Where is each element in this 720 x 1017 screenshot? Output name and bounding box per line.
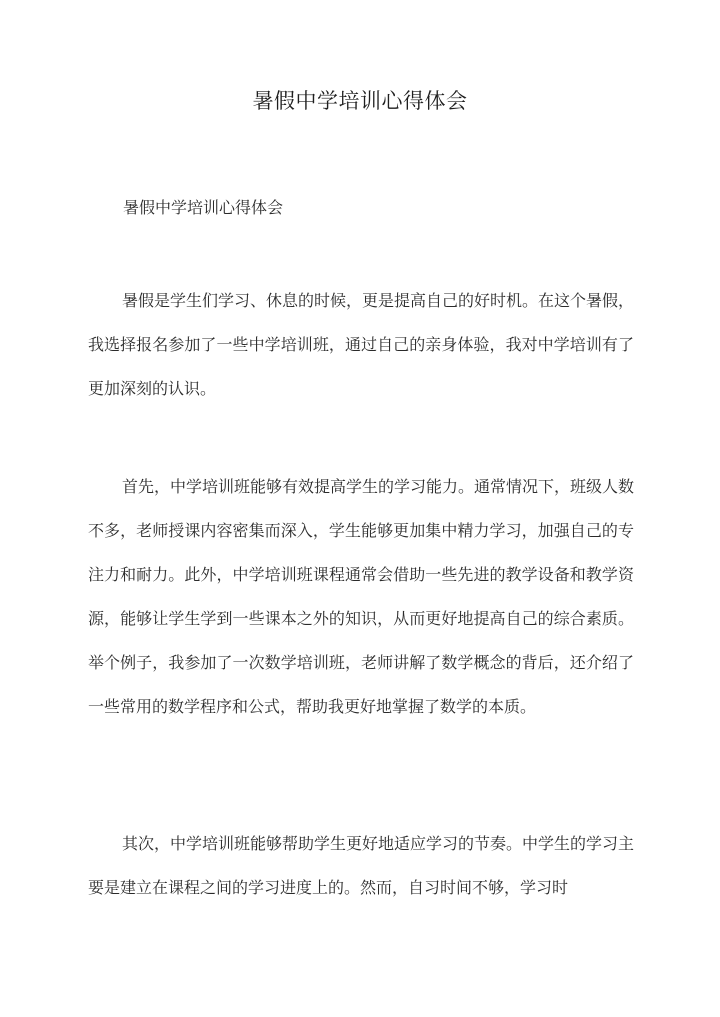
document-title: 暑假中学培训心得体会 — [252, 89, 468, 113]
paragraph-1: 暑假是学生们学习、休息的时候，更是提高自己的好时机。在这个暑假，我选择报名参加了一些中学培训班，通过自己的亲身体验，我对中学培训有了更加深刻的认识。 — [88, 291, 635, 398]
paragraph-3: 其次，中学培训班能够帮助学生更好地适应学习的节奏。中学生的学习主要是建立在课程之间的学习进度上的。然而，自习时间不够，学习时 — [88, 834, 635, 897]
paragraph-2: 首先，中学培训班能够有效提高学生的学习能力。通常情况下，班级人数不多，老师授课内容密集而深入，学生能够更加集中精力学习，加强自己的专注力和耐力。此外，中学培训班课程通常会借助一些先进的教学设备和教学资源，能够让学生学到一些课本之外的知识，从而更好地提高自己的综合素质。举个例子，我参加了一次数学培训班，老师讲解了数学概念的背后，还介绍了一些常用的数学程序和公式，帮助我更好地掌握了数学的本质。 — [88, 477, 635, 716]
document-subtitle: 暑假中学培训心得体会 — [123, 198, 284, 217]
